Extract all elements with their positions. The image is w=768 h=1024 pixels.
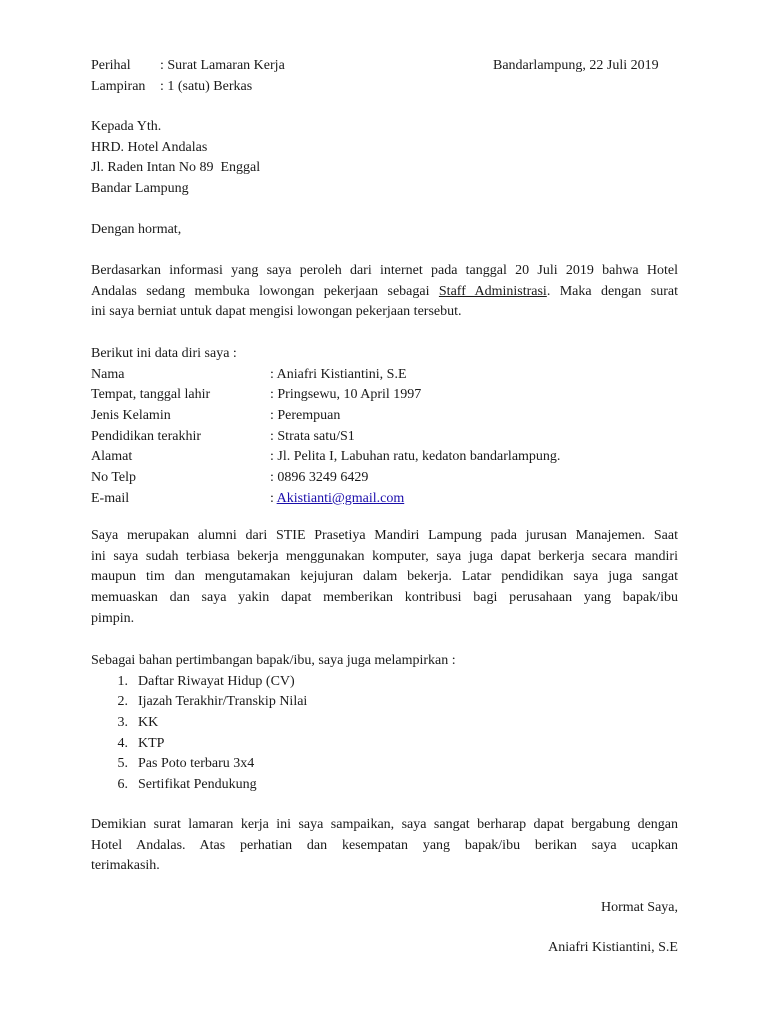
list-item (91, 692, 678, 713)
email-value (270, 489, 404, 510)
data-label: Nama (91, 366, 125, 382)
attachment-label: Lampiran (91, 79, 146, 94)
email-prefix: : (270, 490, 277, 506)
greeting-block (91, 220, 678, 241)
intro-text: Andalas sedang membuka lowongan pekerjaan sebagai (91, 283, 439, 299)
background-line: pimpin. (91, 610, 135, 626)
list-number: 2. (117, 694, 128, 710)
list-item (91, 734, 678, 755)
list-text: Pas Poto terbaru 3x4 (138, 756, 255, 772)
attachments-block (91, 651, 678, 796)
list-item (91, 754, 678, 775)
background-line: maupun tim dan mengutamakan kejujuran dalam bekerja. Latar pendidikan saya juga sangat (91, 569, 678, 585)
data-row (91, 427, 678, 448)
signature-salutation: Hormat Saya, (601, 900, 678, 915)
list-number: 1. (117, 673, 128, 689)
data-label: Alamat (91, 449, 133, 465)
list-item (91, 775, 678, 796)
data-label: Jenis Kelamin (91, 408, 171, 424)
list-text: Ijazah Terakhir/Transkip Nilai (138, 694, 308, 710)
intro-paragraph (91, 261, 678, 323)
background-line: Saya merupakan alumni dari STIE Prasetiya Mandiri Lampung pada jurusan Manajemen. Saat (91, 528, 678, 543)
email-label: E-mail (91, 490, 130, 506)
list-number: 4. (117, 735, 128, 751)
list-item (91, 672, 678, 693)
closing-line: Demikian surat lamaran kerja ini saya sampaikan, saya sangat berharap dapat bergabung dengan (91, 817, 678, 832)
background-line: ini saya sudah terbiasa bekerja menggunakan komputer, saya juga dapat berkerja secara mandiri (91, 548, 678, 564)
list-text: KK (138, 715, 159, 731)
data-value: : 0896 3249 6429 (270, 470, 369, 486)
attachments-list (91, 672, 678, 796)
personal-data-block (91, 344, 678, 510)
intro-line: ini saya berniat untuk dapat mengisi lowongan pekerjaan tersebut. (91, 304, 462, 320)
intro-text: . Maka dengan surat (546, 283, 678, 299)
data-row (91, 406, 678, 427)
data-label: Tempat, tanggal lahir (91, 387, 211, 403)
data-value: : Aniafri Kistiantini, S.E (270, 366, 407, 382)
recipient-line: HRD. Hotel Andalas (91, 139, 208, 155)
list-text: KTP (138, 735, 165, 751)
signature-name: Aniafri Kistiantini, S.E (548, 940, 678, 955)
list-number: 5. (117, 756, 128, 772)
list-text: Sertifikat Pendukung (138, 777, 257, 793)
closing-line: Hotel Andalas. Atas perhatian dan kesempatan yang bapak/ibu berikan saya ucapkan (91, 837, 678, 853)
greeting: Dengan hormat, (91, 222, 182, 237)
data-row (91, 489, 678, 510)
data-label: No Telp (91, 470, 137, 486)
background-paragraph (91, 526, 678, 629)
recipient-block (91, 117, 678, 200)
attachments-heading: Sebagai bahan pertimbangan bapak/ibu, saya juga melampirkan : (91, 653, 456, 668)
recipient-line: Bandar Lampung (91, 181, 189, 197)
subject-label: Perihal (91, 58, 131, 73)
closing-line: terimakasih. (91, 858, 160, 874)
data-row (91, 365, 678, 386)
list-text: Daftar Riwayat Hidup (CV) (138, 673, 295, 689)
intro-line: Berdasarkan informasi yang saya peroleh dari internet pada tanggal 20 Juli 2019 bahwa Hotel (91, 263, 678, 278)
personal-data-heading: Berikut ini data diri saya : (91, 346, 237, 361)
email-link[interactable]: Akistianti@gmail.com (276, 490, 405, 506)
data-row (91, 385, 678, 406)
recipient-line: Jl. Raden Intan No 89 Enggal (91, 160, 261, 176)
background-line: memuaskan dan saya yakin dapat memberikan kontribusi bagi perusahaan yang bapak/ibu (91, 590, 678, 606)
list-item (91, 713, 678, 734)
data-row (91, 447, 678, 468)
data-value: : Jl. Pelita I, Labuhan ratu, kedaton bandarlampung. (270, 449, 561, 465)
recipient-line: Kepada Yth. (91, 119, 162, 134)
job-position: Staff Administrasi (438, 283, 547, 299)
data-value: : Strata satu/S1 (270, 428, 355, 444)
subject-value: : Surat Lamaran Kerja (160, 58, 285, 73)
data-label: Pendidikan terakhir (91, 428, 202, 444)
closing-paragraph (91, 815, 678, 877)
attachment-value: : 1 (satu) Berkas (160, 79, 253, 94)
list-number: 6. (117, 777, 128, 793)
data-value: : Perempuan (270, 408, 341, 424)
data-row (91, 468, 678, 489)
list-number: 3. (117, 715, 128, 731)
place-date: Bandarlampung, 22 Juli 2019 (493, 58, 659, 73)
intro-line (91, 282, 678, 303)
data-value: : Pringsewu, 10 April 1997 (270, 387, 422, 403)
